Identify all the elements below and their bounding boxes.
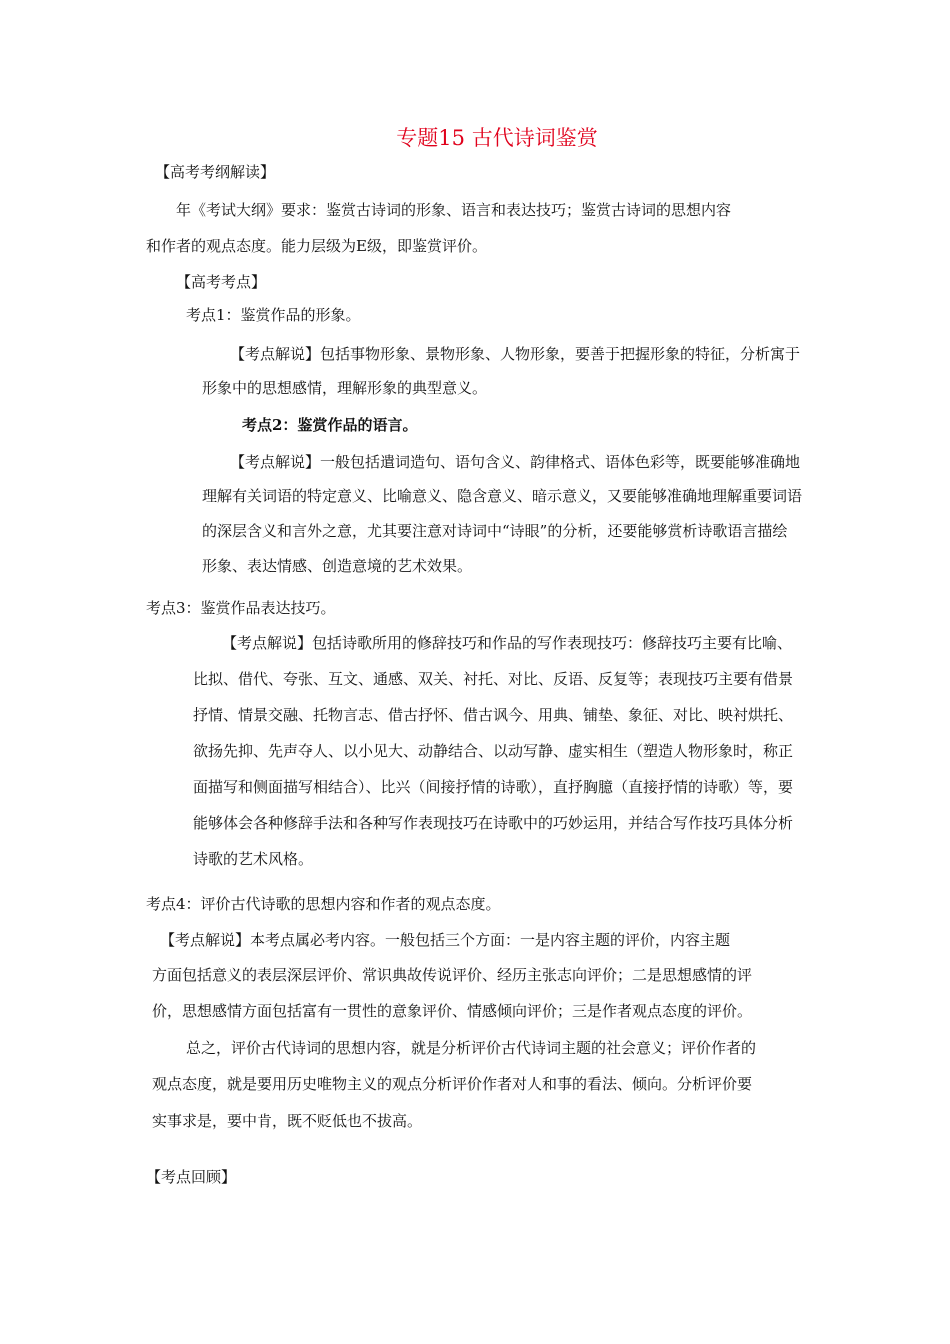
summary-line: 实事求是，要中肯，既不贬低也不拔高。 [152,1112,423,1130]
point3-title: 考点3：鉴赏作品表达技巧。 [146,599,336,617]
summary-line: 观点态度，就是要用历史唯物主义的观点分析评价作者对人和事的看法、倾向。分析评价要 [152,1075,753,1093]
point1-line: 形象中的思想感情，理解形象的典型意义。 [202,379,488,397]
point4-line: 方面包括意义的表层深层评价、常识典故传说评价、经历主张志向评价；二是思想感情的评 [152,966,753,984]
point2-title: 考点2：鉴赏作品的语言。 [242,416,418,434]
point3-line: 【考点解说】包括诗歌所用的修辞技巧和作品的写作表现技巧：修辞技巧主要有比喻、 [222,634,793,652]
point2-line: 的深层含义和言外之意，尤其要注意对诗词中“诗眼”的分析，还要能够赏析诗歌语言描绘 [202,522,788,540]
summary-line: 总之，评价古代诗词的思想内容，就是分析评价古代诗词主题的社会意义；评价作者的 [186,1039,757,1057]
syllabus-heading: 【高考考纲解读】 [155,163,276,181]
point1-line: 【考点解说】包括事物形象、景物形象、人物形象，要善于把握形象的特征，分析寓于 [230,345,801,363]
point3-line: 欲扬先抑、先声夺人、以小见大、动静结合、以动写静、虚实相生（塑造人物形象时，称正 [193,742,794,760]
point3-line: 抒情、情景交融、托物言志、借古抒怀、借古讽今、用典、铺垫、象征、对比、映衬烘托、 [193,706,794,724]
point4-line: 价，思想感情方面包括富有一贯性的意象评价、情感倾向评价；三是作者观点态度的评价。 [152,1002,753,1020]
point2-line: 【考点解说】一般包括遣词造句、语句含义、韵律格式、语体色彩等，既要能够准确地 [230,453,801,471]
review-heading: 【考点回顾】 [146,1168,237,1186]
point4-line: 【考点解说】本考点属必考内容。一般包括三个方面：一是内容主题的评价，内容主题 [160,931,731,949]
point4-title: 考点4：评价古代诗歌的思想内容和作者的观点态度。 [146,895,501,913]
syllabus-line: 和作者的观点态度。能力层级为E级，即鉴赏评价。 [146,237,487,255]
point3-line: 比拟、借代、夸张、互文、通感、双关、衬托、对比、反语、反复等；表现技巧主要有借景 [193,670,794,688]
point2-line: 理解有关词语的特定意义、比喻意义、隐含意义、暗示意义，又要能够准确地理解重要词语 [202,487,803,505]
point2-line: 形象、表达情感、创造意境的艺术效果。 [202,557,473,575]
point3-line: 面描写和侧面描写相结合）、比兴（间接抒情的诗歌），直抒胸臆（直接抒情的诗歌）等，要 [193,778,794,796]
point3-line: 能够体会各种修辞手法和各种写作表现技巧在诗歌中的巧妙运用，并结合写作技巧具体分析 [193,814,794,832]
point3-line: 诗歌的艺术风格。 [193,850,314,868]
point1-title: 考点1：鉴赏作品的形象。 [186,306,361,324]
syllabus-line: 年《考试大纲》要求：鉴赏古诗词的形象、语言和表达技巧；鉴赏古诗词的思想内容 [176,201,732,219]
page-title: 专题15 古代诗词鉴赏 [396,126,598,150]
points-heading: 【高考考点】 [176,273,267,291]
